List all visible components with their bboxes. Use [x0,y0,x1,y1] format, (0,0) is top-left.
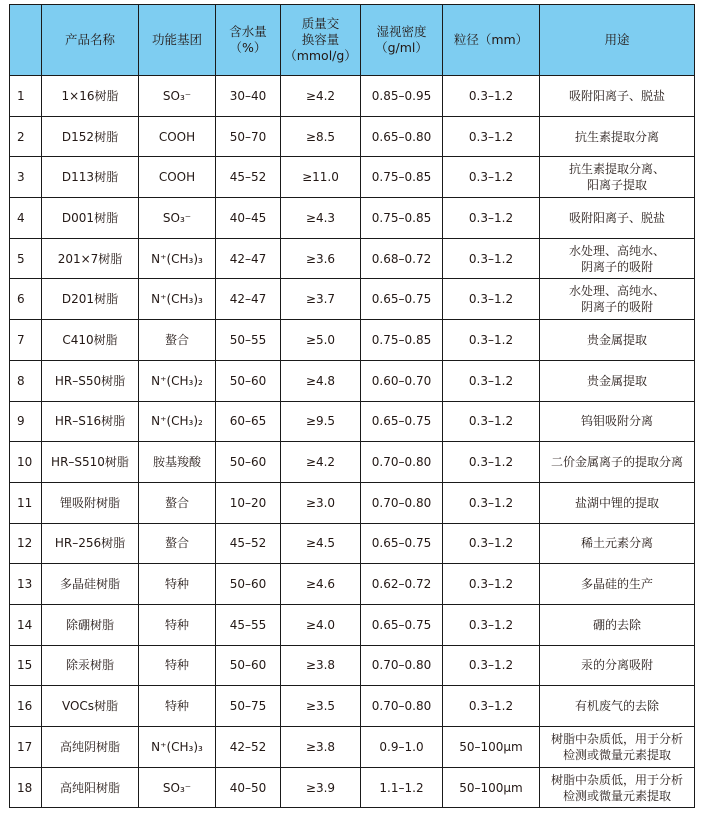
cell-product-name: 1×16树脂 [42,76,139,117]
cell-usage: 有机废气的去除 [540,686,695,727]
table-row [10,76,695,117]
cell-exchange-capacity: ≥3.9 [281,767,361,808]
cell-index: 13 [10,564,42,605]
cell-wet-density: 0.65–0.75 [361,523,443,564]
cell-water-content: 40–45 [216,198,281,239]
cell-water-content: 50–55 [216,320,281,361]
cell-usage: 多晶硅的生产 [540,564,695,605]
table-row [10,523,695,564]
header-water-content: 含水量 （%） [216,5,281,76]
cell-index: 7 [10,320,42,361]
cell-functional-group: N⁺(CH₃)₂ [139,360,216,401]
cell-exchange-capacity: ≥11.0 [281,157,361,198]
cell-functional-group: SO₃⁻ [139,767,216,808]
cell-wet-density: 0.65–0.75 [361,279,443,320]
cell-water-content: 10–20 [216,482,281,523]
table-row [10,401,695,442]
cell-index: 10 [10,442,42,483]
cell-functional-group: SO₃⁻ [139,76,216,117]
cell-product-name: HR–S16树脂 [42,401,139,442]
resin-table-container [9,4,695,808]
cell-exchange-capacity: ≥3.0 [281,482,361,523]
cell-index: 2 [10,116,42,157]
cell-product-name: D113树脂 [42,157,139,198]
cell-usage: 稀土元素分离 [540,523,695,564]
cell-functional-group: N⁺(CH₃)₃ [139,279,216,320]
cell-wet-density: 0.65–0.75 [361,604,443,645]
cell-functional-group: 螯合 [139,320,216,361]
cell-usage: 树脂中杂质低，用于分析 检测或微量元素提取 [540,767,695,808]
table-row [10,482,695,523]
cell-functional-group: 特种 [139,604,216,645]
cell-water-content: 50–60 [216,442,281,483]
table-row [10,564,695,605]
header-index [10,5,42,76]
cell-particle-size: 0.3–1.2 [443,116,540,157]
cell-wet-density: 1.1–1.2 [361,767,443,808]
cell-functional-group: COOH [139,157,216,198]
header-usage: 用途 [540,5,695,76]
cell-particle-size: 0.3–1.2 [443,564,540,605]
cell-particle-size: 0.3–1.2 [443,604,540,645]
cell-index: 3 [10,157,42,198]
cell-wet-density: 0.70–0.80 [361,686,443,727]
cell-exchange-capacity: ≥3.7 [281,279,361,320]
cell-particle-size: 0.3–1.2 [443,76,540,117]
cell-functional-group: 螯合 [139,523,216,564]
table-row [10,116,695,157]
cell-exchange-capacity: ≥4.3 [281,198,361,239]
cell-index: 16 [10,686,42,727]
cell-index: 11 [10,482,42,523]
cell-particle-size: 0.3–1.2 [443,157,540,198]
header-particle-size: 粒径（mm） [443,5,540,76]
cell-product-name: 锂吸附树脂 [42,482,139,523]
cell-water-content: 50–60 [216,564,281,605]
cell-product-name: HR–S50树脂 [42,360,139,401]
table-row [10,360,695,401]
cell-index: 15 [10,645,42,686]
cell-usage: 水处理、高纯水、 阴离子的吸附 [540,238,695,279]
cell-water-content: 40–50 [216,767,281,808]
cell-index: 18 [10,767,42,808]
table-row [10,686,695,727]
cell-index: 14 [10,604,42,645]
cell-exchange-capacity: ≥4.2 [281,76,361,117]
cell-index: 5 [10,238,42,279]
cell-exchange-capacity: ≥4.8 [281,360,361,401]
cell-particle-size: 0.3–1.2 [443,198,540,239]
cell-usage: 抗生素提取分离、 阳离子提取 [540,157,695,198]
cell-usage: 树脂中杂质低，用于分析 检测或微量元素提取 [540,727,695,768]
cell-usage: 水处理、高纯水、 阴离子的吸附 [540,279,695,320]
cell-wet-density: 0.9–1.0 [361,727,443,768]
cell-water-content: 50–75 [216,686,281,727]
cell-product-name: 除汞树脂 [42,645,139,686]
cell-wet-density: 0.75–0.85 [361,198,443,239]
table-row [10,645,695,686]
cell-particle-size: 0.3–1.2 [443,401,540,442]
cell-exchange-capacity: ≥4.2 [281,442,361,483]
cell-particle-size: 0.3–1.2 [443,360,540,401]
cell-index: 9 [10,401,42,442]
cell-wet-density: 0.70–0.80 [361,482,443,523]
cell-wet-density: 0.85–0.95 [361,76,443,117]
cell-functional-group: N⁺(CH₃)₃ [139,727,216,768]
cell-wet-density: 0.70–0.80 [361,645,443,686]
cell-usage: 盐湖中锂的提取 [540,482,695,523]
table-body [10,76,695,808]
cell-water-content: 42–52 [216,727,281,768]
cell-wet-density: 0.75–0.85 [361,157,443,198]
cell-index: 8 [10,360,42,401]
table-row [10,157,695,198]
cell-water-content: 60–65 [216,401,281,442]
cell-product-name: D001树脂 [42,198,139,239]
cell-exchange-capacity: ≥3.5 [281,686,361,727]
cell-wet-density: 0.70–0.80 [361,442,443,483]
cell-particle-size: 0.3–1.2 [443,686,540,727]
cell-wet-density: 0.62–0.72 [361,564,443,605]
cell-product-name: 201×7树脂 [42,238,139,279]
cell-index: 1 [10,76,42,117]
cell-exchange-capacity: ≥5.0 [281,320,361,361]
cell-particle-size: 0.3–1.2 [443,523,540,564]
cell-usage: 钨钼吸附分离 [540,401,695,442]
cell-particle-size: 50–100μm [443,767,540,808]
cell-wet-density: 0.68–0.72 [361,238,443,279]
cell-index: 6 [10,279,42,320]
cell-particle-size: 0.3–1.2 [443,279,540,320]
header-exchange-capacity: 质量交 换容量 （mmol/g） [281,5,361,76]
cell-water-content: 45–55 [216,604,281,645]
cell-exchange-capacity: ≥4.0 [281,604,361,645]
cell-exchange-capacity: ≥4.6 [281,564,361,605]
cell-product-name: 多晶硅树脂 [42,564,139,605]
cell-particle-size: 0.3–1.2 [443,320,540,361]
cell-functional-group: COOH [139,116,216,157]
table-row [10,727,695,768]
cell-water-content: 50–60 [216,645,281,686]
cell-functional-group: 螯合 [139,482,216,523]
header-functional-group: 功能基团 [139,5,216,76]
cell-functional-group: N⁺(CH₃)₂ [139,401,216,442]
table-row [10,442,695,483]
cell-particle-size: 0.3–1.2 [443,645,540,686]
cell-exchange-capacity: ≥3.6 [281,238,361,279]
cell-particle-size: 50–100μm [443,727,540,768]
table-row [10,279,695,320]
cell-usage: 贵金属提取 [540,320,695,361]
header-product-name: 产品名称 [42,5,139,76]
cell-usage: 汞的分离吸附 [540,645,695,686]
table-row [10,320,695,361]
cell-water-content: 42–47 [216,279,281,320]
table-row [10,198,695,239]
cell-product-name: C410树脂 [42,320,139,361]
cell-index: 12 [10,523,42,564]
cell-exchange-capacity: ≥3.8 [281,645,361,686]
cell-product-name: HR–256树脂 [42,523,139,564]
table-row [10,604,695,645]
cell-particle-size: 0.3–1.2 [443,442,540,483]
cell-exchange-capacity: ≥3.8 [281,727,361,768]
cell-usage: 抗生素提取分离 [540,116,695,157]
cell-water-content: 45–52 [216,157,281,198]
cell-usage: 吸附阳离子、脱盐 [540,198,695,239]
cell-particle-size: 0.3–1.2 [443,482,540,523]
cell-wet-density: 0.65–0.75 [361,401,443,442]
cell-particle-size: 0.3–1.2 [443,238,540,279]
cell-product-name: 高纯阴树脂 [42,727,139,768]
cell-water-content: 50–70 [216,116,281,157]
cell-product-name: 除硼树脂 [42,604,139,645]
cell-index: 17 [10,727,42,768]
cell-functional-group: SO₃⁻ [139,198,216,239]
header-wet-density: 湿视密度 （g/ml） [361,5,443,76]
cell-usage: 贵金属提取 [540,360,695,401]
cell-index: 4 [10,198,42,239]
cell-water-content: 42–47 [216,238,281,279]
cell-product-name: VOCs树脂 [42,686,139,727]
cell-water-content: 45–52 [216,523,281,564]
cell-functional-group: 胺基羧酸 [139,442,216,483]
cell-exchange-capacity: ≥9.5 [281,401,361,442]
cell-wet-density: 0.65–0.80 [361,116,443,157]
cell-usage: 吸附阳离子、脱盐 [540,76,695,117]
cell-product-name: HR–S510树脂 [42,442,139,483]
cell-exchange-capacity: ≥4.5 [281,523,361,564]
cell-wet-density: 0.60–0.70 [361,360,443,401]
cell-wet-density: 0.75–0.85 [361,320,443,361]
resin-product-table [9,4,695,808]
cell-usage: 二价金属离子的提取分离 [540,442,695,483]
cell-functional-group: 特种 [139,645,216,686]
cell-product-name: D152树脂 [42,116,139,157]
cell-functional-group: N⁺(CH₃)₃ [139,238,216,279]
cell-usage: 硼的去除 [540,604,695,645]
table-row [10,238,695,279]
cell-product-name: D201树脂 [42,279,139,320]
cell-water-content: 50–60 [216,360,281,401]
cell-product-name: 高纯阳树脂 [42,767,139,808]
cell-exchange-capacity: ≥8.5 [281,116,361,157]
cell-water-content: 30–40 [216,76,281,117]
table-header-row [10,5,695,76]
cell-functional-group: 特种 [139,564,216,605]
table-row [10,767,695,808]
cell-functional-group: 特种 [139,686,216,727]
